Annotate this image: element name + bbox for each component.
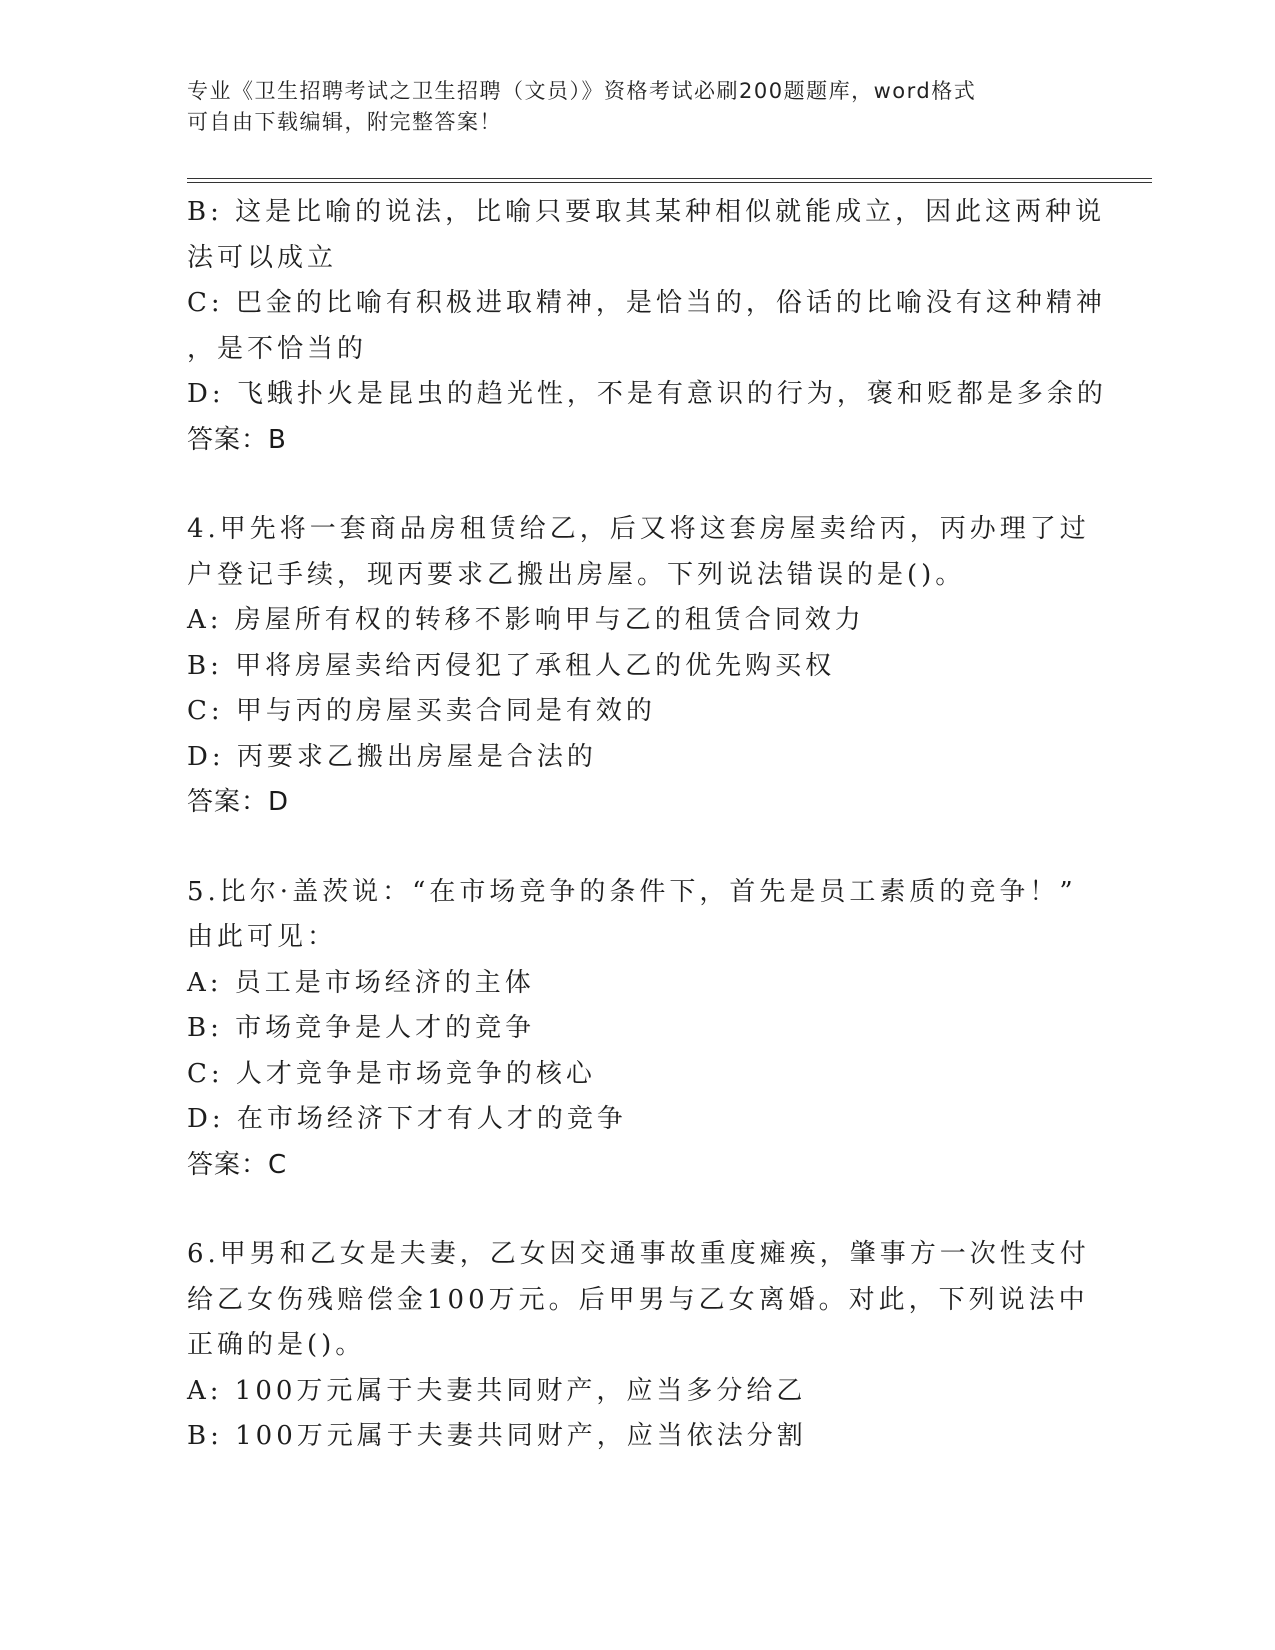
option-b-line-2: 法可以成立 (187, 242, 338, 273)
option-c-line-1: C: 巴金的比喻有积极进取精神，是恰当的，俗话的比喻没有这种精神 (187, 288, 1106, 318)
answer-label: 答案：C (187, 1149, 288, 1180)
header-divider (187, 178, 1152, 183)
option-d: D: 在市场经济下才有人才的竞争 (187, 1104, 627, 1134)
option-b: B: 100万元属于夫妻共同财产，应当依法分割 (187, 1421, 807, 1451)
option-d: D: 飞蛾扑火是昆虫的趋光性，不是有意识的行为，褒和贬都是多余的 (187, 379, 1107, 409)
question-stem-line-2: 由此可见： (187, 922, 338, 952)
question-stem-line-3: 正确的是()。 (187, 1330, 366, 1360)
option-d: D: 丙要求乙搬出房屋是合法的 (187, 741, 597, 772)
answer-label: 答案：D (187, 787, 290, 817)
header-line-1: 专业《卫生招聘考试之卫生招聘（文员）》资格考试必刷200题题库，word格式 (187, 79, 977, 103)
question-stem-line-1: 5.比尔·盖茨说：“在市场竞争的条件下，首先是员工素质的竞争！” (187, 876, 1077, 907)
question-spacer (187, 463, 1087, 507)
option-a: A: 员工是市场经济的主体 (187, 967, 535, 998)
question-stem-line-2: 给乙女伤残赔偿金100万元。后甲男与乙女离婚。对此，下列说法中 (187, 1284, 1089, 1315)
question-spacer (187, 826, 1087, 870)
question-spacer (187, 1188, 1087, 1232)
question-3-continued (187, 190, 1107, 463)
question-6 (187, 1232, 1090, 1460)
document-header (187, 76, 1067, 138)
option-c: C: 人才竞争是市场竞争的核心 (187, 1058, 596, 1089)
option-a: A: 100万元属于夫妻共同财产，应当多分给乙 (187, 1375, 807, 1406)
header-line-2: 可自由下载编辑，附完整答案！ (187, 110, 502, 134)
question-stem-line-1: 6.甲男和乙女是夫妻，乙女因交通事故重度瘫痪，肇事方一次性支付 (187, 1239, 1090, 1269)
option-a: A: 房屋所有权的转移不影响甲与乙的租赁合同效力 (187, 605, 865, 635)
question-list (187, 190, 1107, 1460)
answer-label: 答案：B (187, 424, 287, 455)
question-4 (187, 507, 1090, 826)
option-b: B: 市场竞争是人才的竞争 (187, 1013, 536, 1043)
option-c-line-2: ，是不恰当的 (187, 333, 368, 364)
option-b: B: 甲将房屋卖给丙侵犯了承租人乙的优先购买权 (187, 650, 836, 681)
option-c: C: 甲与丙的房屋买卖合同是有效的 (187, 696, 656, 726)
question-5 (187, 870, 1087, 1189)
question-stem-line-1: 4.甲先将一套商品房租赁给乙，后又将这套房屋卖给丙，丙办理了过 (187, 514, 1090, 544)
question-stem-line-2: 户登记手续，现丙要求乙搬出房屋。下列说法错误的是()。 (187, 559, 966, 590)
option-b-line-1: B: 这是比喻的说法，比喻只要取其某种相似就能成立，因此这两种说 (187, 197, 1106, 227)
